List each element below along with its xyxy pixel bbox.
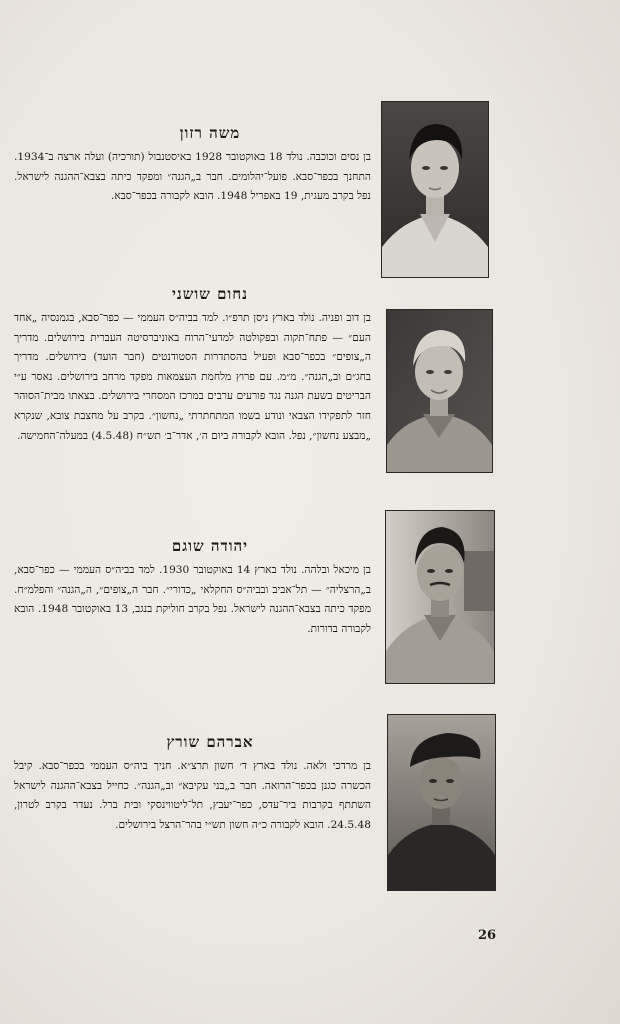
entry-biography: בן מרדכי ולאה. נולד בארץ ד׳ חשון תרצ״א. חניך ביה״ס העממי בכפר־סבא. קיבל הכשרה כגנן בכפר־הרואה. חבר ב„בני עקיבא״ וב„הגנה״. כחייל בצבא־ההגנה לישראל השתתף בקרבות ביר־עדס, כפר־יעבץ, תל־ליטווינסקי ובית ברל. נעדר בקרב לטרון, 24.5.48. הובא לקבורה כ״ה חשון תש״י בהר־הרצל בירושלים. (14, 760, 371, 831)
entry-name: אברהם שורץ (166, 733, 254, 751)
page-number: 26 (478, 928, 497, 943)
portrait-photo (386, 309, 493, 473)
portrait-photo (385, 510, 495, 684)
portrait-photo (381, 101, 489, 278)
entry-name: יהודה שוגם (171, 537, 249, 555)
entry-biography: בן דוב ופניה. נולד בארץ ניסן תרפ״ו. למד בביה״ס העממי — כפר־סבא, בגמנסיה „אחד העם״ — פתח־תקוה ובפקולטה למדעי־הרוח באוניברסיטה העברית בירושלים. מדריך ה„צופים״ בכפר־סבא ופעיל בהסתדרות הסטודנטים (חבר הועד) בירושלים. מדריך בחג״ם וב„הגנה״. מ״מ. עם פרוץ מלחמת העצמאות מפקד מרחב בירושלים. נאסר ע״י הבריטים בשעת הגנה נגד פורעים ערבים במרכז המסחרי בירושלים. בצאתו מבית־הסוהר חזר לתפקידו הצבאי ונודע בשמו המתחתרתי „נחשון״. בקרב על מחצבת צובא, שנקרא „מבצע נחשון״, נפל. הובא לקבורה ביום ה׳, אדר־ב׳ תש״ח (4.5.48) במעלה־החמישה. (14, 312, 371, 442)
entry-biography: בן מיכאל ובלהה. נולד בארץ 14 באוקטובר 1930. למד בביה״ס העממי — כפר־סבא, ב„הרצליה״ — תל־אביב ובביה״ס החקלאי „כדורי״. חבר ה„צופים״, ה„הגנה״ והפלמ״ח. מפקד כיתה בצבא־ההגנה לישראל. נפל בקרב חוליקת בנגב, 13 באוקטובר 1948. הובא לקבורה בדורות. (14, 564, 371, 635)
entry-biography: בן נסים וכוכבה. נולד 18 באוקטובר 1928 באיסטנבול (תורכיה) ועלה ארצה ב־1934. התחנך בכפר־סבא. פועל־יהלומים. חבר ב„הגנה״ ומפקד כיתה בצבא־ההגנה לישראל. נפל בקרב מעגית, 19 באפריל 1948. הובא לקבורה בכפר־סבא. (14, 151, 371, 203)
entry-name: משה רזון (179, 124, 241, 142)
portrait-photo (387, 714, 496, 891)
entry-name: נחום שושני (171, 285, 249, 303)
